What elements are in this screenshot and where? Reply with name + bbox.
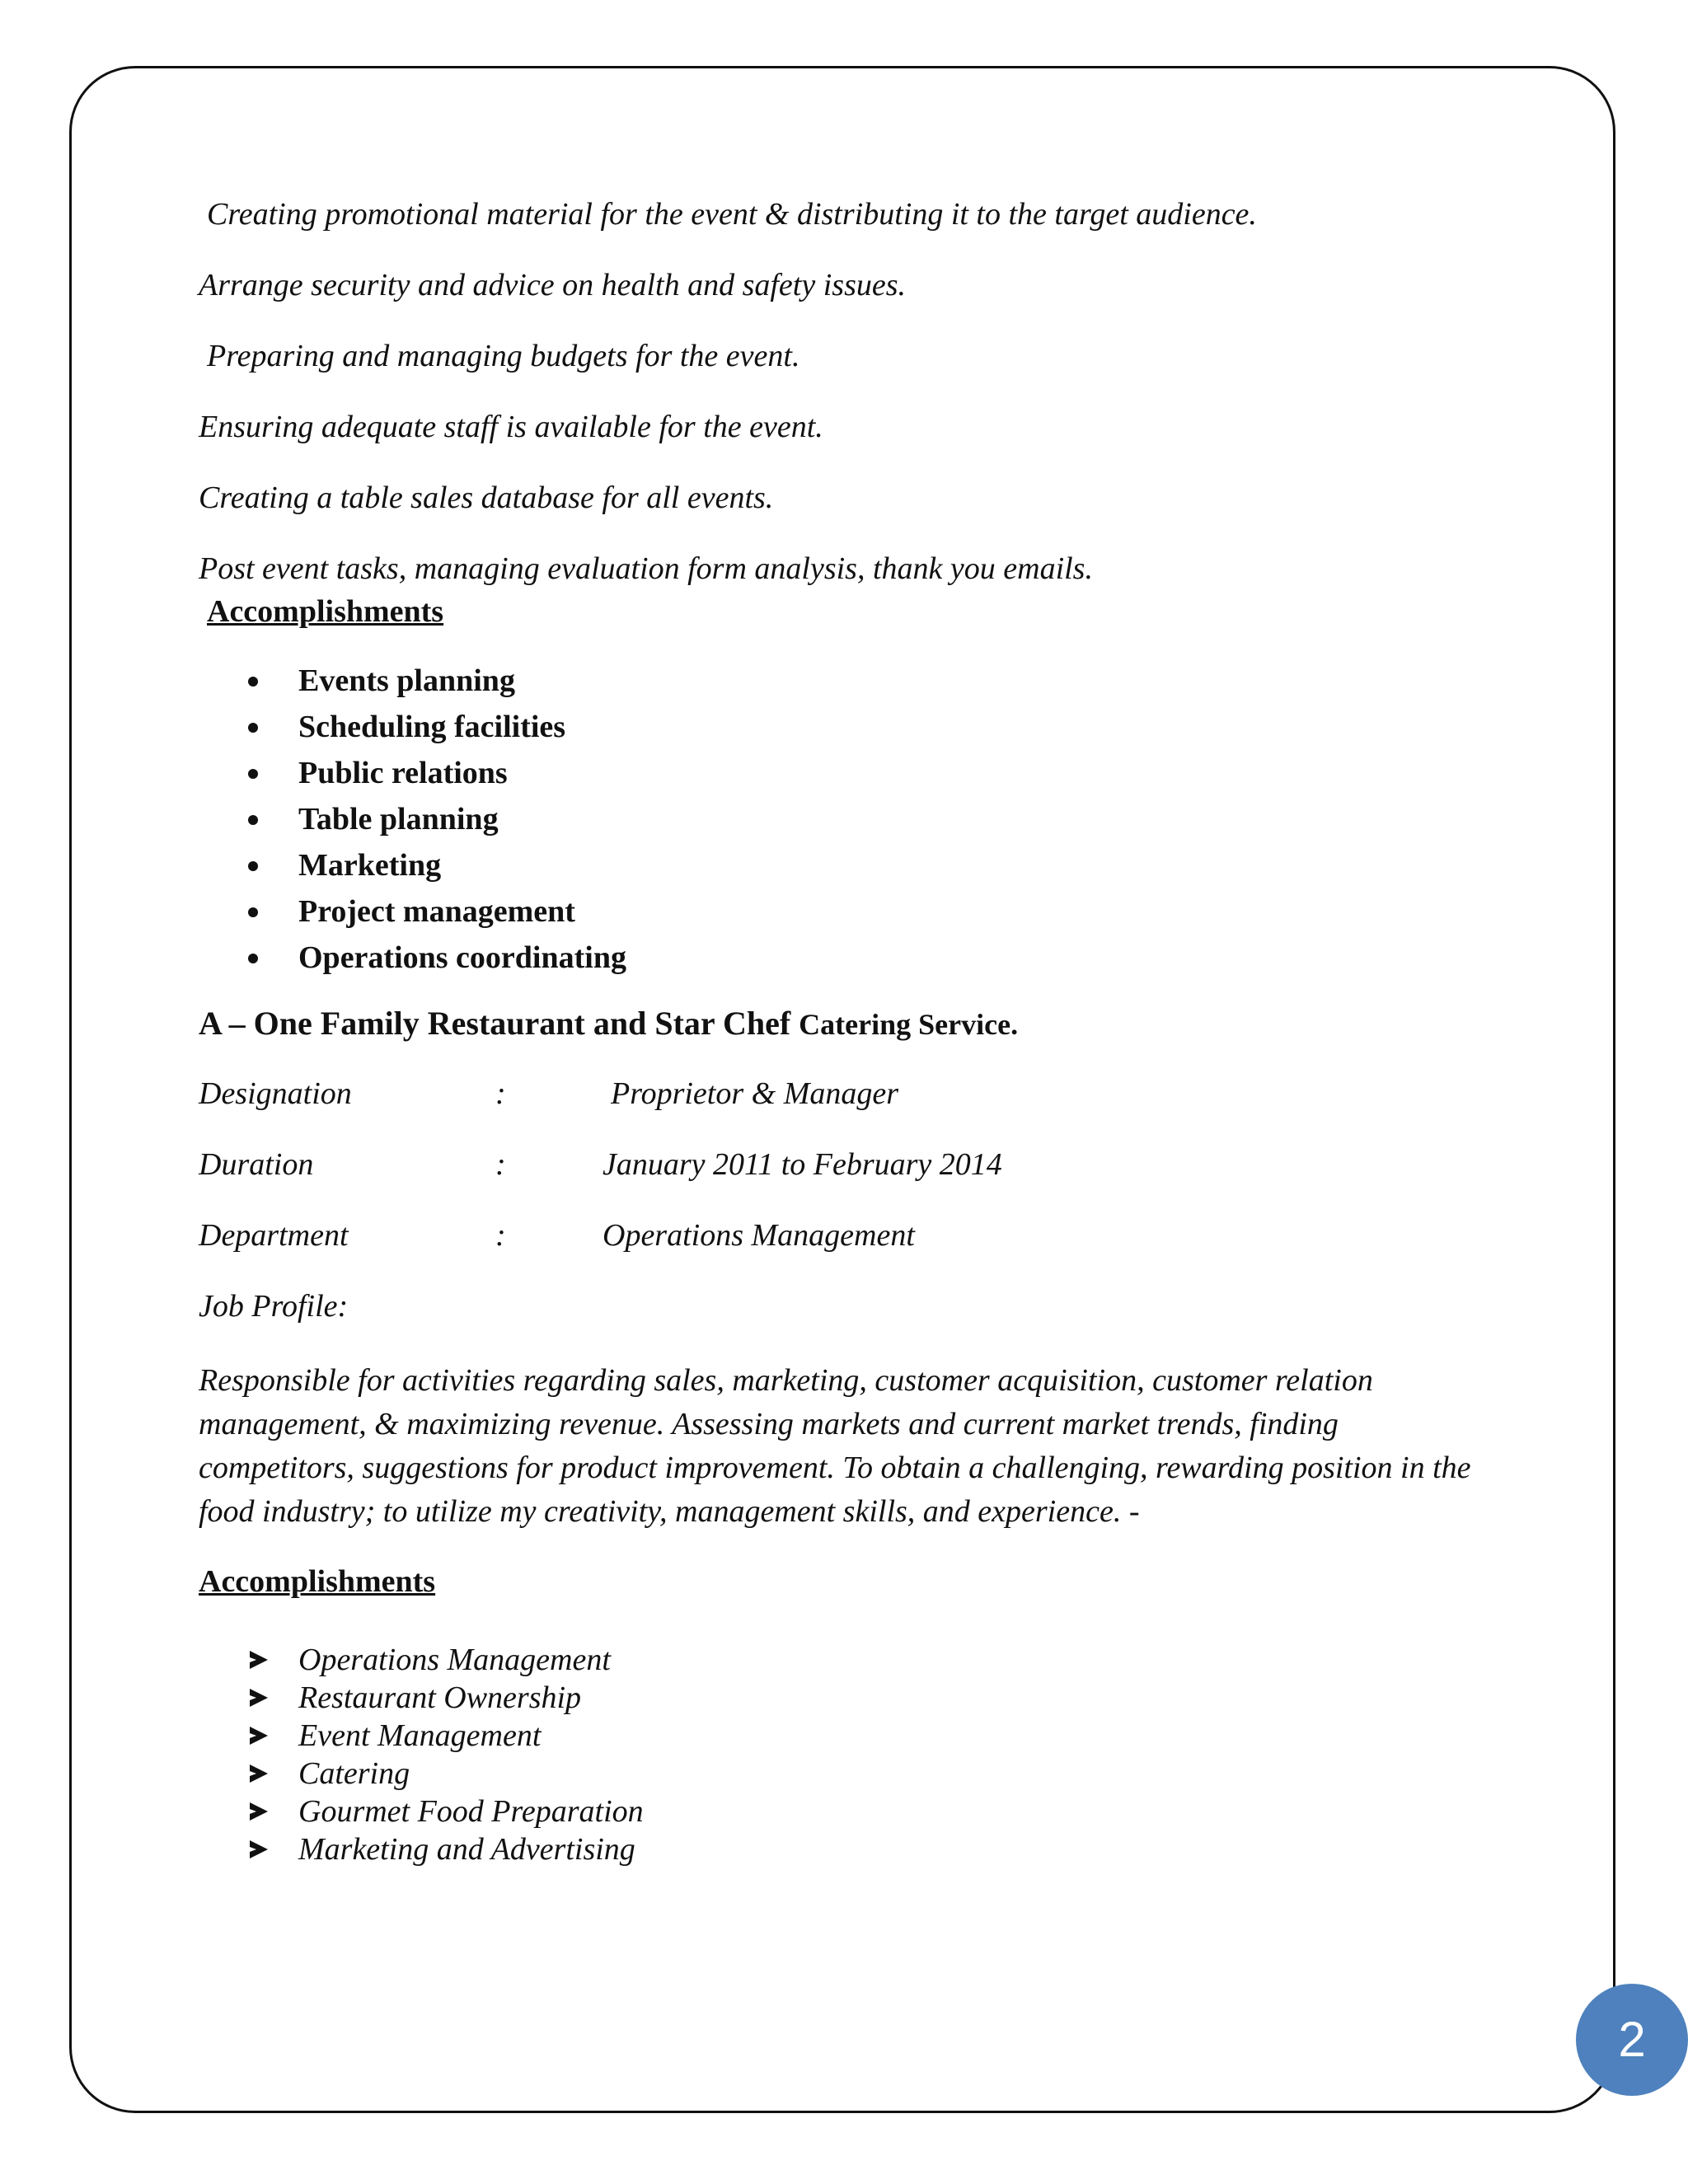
page-number-badge: 2 — [1576, 1984, 1688, 2096]
arrow-bullet-icon — [250, 1802, 268, 1821]
job-profile-text — [199, 1359, 1567, 1534]
arrow-bullet-icon — [250, 1651, 268, 1669]
list-item-label: Marketing — [298, 848, 442, 883]
field-value: January 2011 to February 2014 — [603, 1147, 1002, 1182]
profile-line: management, & maximizing revenue. Assessing markets and current market trends, finding — [199, 1407, 1339, 1441]
job-profile-label: Job Profile: — [199, 1289, 349, 1324]
profile-line: Responsible for activities regarding sales, marketing, customer acquisition, customer relation — [199, 1363, 1373, 1398]
list-item — [199, 750, 1567, 796]
list-item — [199, 1830, 1567, 1868]
list-item-label: Scheduling facilities — [298, 710, 566, 744]
bullet-icon — [248, 723, 258, 733]
bullet-icon — [248, 769, 258, 779]
accomplishments-list — [199, 1641, 1567, 1868]
list-item — [199, 796, 1567, 842]
arrow-bullet-icon — [250, 1689, 268, 1707]
list-item — [199, 1717, 1567, 1755]
list-item — [199, 1793, 1567, 1830]
duty-line: Ensuring adequate staff is available for the event. — [199, 410, 823, 444]
duty-line: Arrange security and advice on health and safety issues. — [199, 268, 907, 302]
duty-line: Creating a table sales database for all events. — [199, 480, 774, 515]
list-item — [199, 842, 1567, 888]
job-details — [199, 1076, 1567, 1324]
list-item-label: Public relations — [298, 756, 508, 790]
field-separator: : — [495, 1076, 506, 1111]
list-item — [199, 704, 1567, 750]
list-item-label: Marketing and Advertising — [298, 1832, 635, 1867]
profile-line: food industry; to utilize my creativity, management skills, and experience. - — [199, 1494, 1140, 1529]
arrow-bullet-icon — [250, 1840, 268, 1858]
list-item-label: Gourmet Food Preparation — [298, 1794, 644, 1829]
bullet-icon — [248, 861, 258, 871]
field-label: Department — [199, 1218, 349, 1253]
job-field-designation — [199, 1076, 1567, 1112]
job-field-duration — [199, 1146, 1567, 1183]
job-title-rest: Catering Service. — [799, 1008, 1019, 1041]
job-field-department — [199, 1217, 1567, 1254]
profile-line: competitors, suggestions for product improvement. To obtain a challenging, rewarding position in the — [199, 1451, 1471, 1485]
list-item-label: Operations coordinating — [298, 940, 626, 975]
list-item — [199, 1755, 1567, 1793]
arrow-bullet-icon — [250, 1765, 268, 1783]
bullet-icon — [248, 907, 258, 917]
field-separator: : — [495, 1218, 506, 1253]
list-item-label: Restaurant Ownership — [298, 1680, 582, 1715]
accomplishments-heading: Accomplishments — [207, 594, 444, 629]
field-value: Proprietor & Manager — [611, 1076, 899, 1111]
list-item-label: Event Management — [298, 1718, 542, 1753]
duty-line: Preparing and managing budgets for the event. — [207, 339, 800, 373]
list-item — [199, 658, 1567, 704]
list-item-label: Events planning — [298, 663, 515, 698]
field-label: Designation — [199, 1076, 352, 1111]
bullet-icon — [248, 815, 258, 825]
list-item-label: Catering — [298, 1756, 410, 1791]
accomplishments-heading: Accomplishments — [199, 1564, 436, 1599]
list-item — [199, 935, 1567, 981]
list-item — [199, 1641, 1567, 1679]
bullet-icon — [248, 677, 258, 687]
list-item — [199, 1679, 1567, 1717]
bullet-icon — [248, 954, 258, 963]
list-item-label: Operations Management — [298, 1643, 611, 1677]
duty-line: Post event tasks, managing evaluation form analysis, thank you emails. — [199, 551, 1093, 586]
field-label: Duration — [199, 1147, 314, 1182]
duty-line: Creating promotional material for the event & distributing it to the target audience. — [207, 197, 1257, 232]
accomplishments-list — [199, 658, 1567, 981]
arrow-bullet-icon — [250, 1727, 268, 1745]
list-item-label: Project management — [298, 894, 575, 929]
list-item-label: Table planning — [298, 802, 499, 837]
page-content — [199, 196, 1567, 1868]
list-item — [199, 888, 1567, 935]
job-title-main: A – One Family Restaurant and Star Chef — [199, 1005, 791, 1042]
field-separator: : — [495, 1147, 506, 1182]
job-title — [199, 1004, 1567, 1044]
field-value: Operations Management — [603, 1218, 915, 1253]
